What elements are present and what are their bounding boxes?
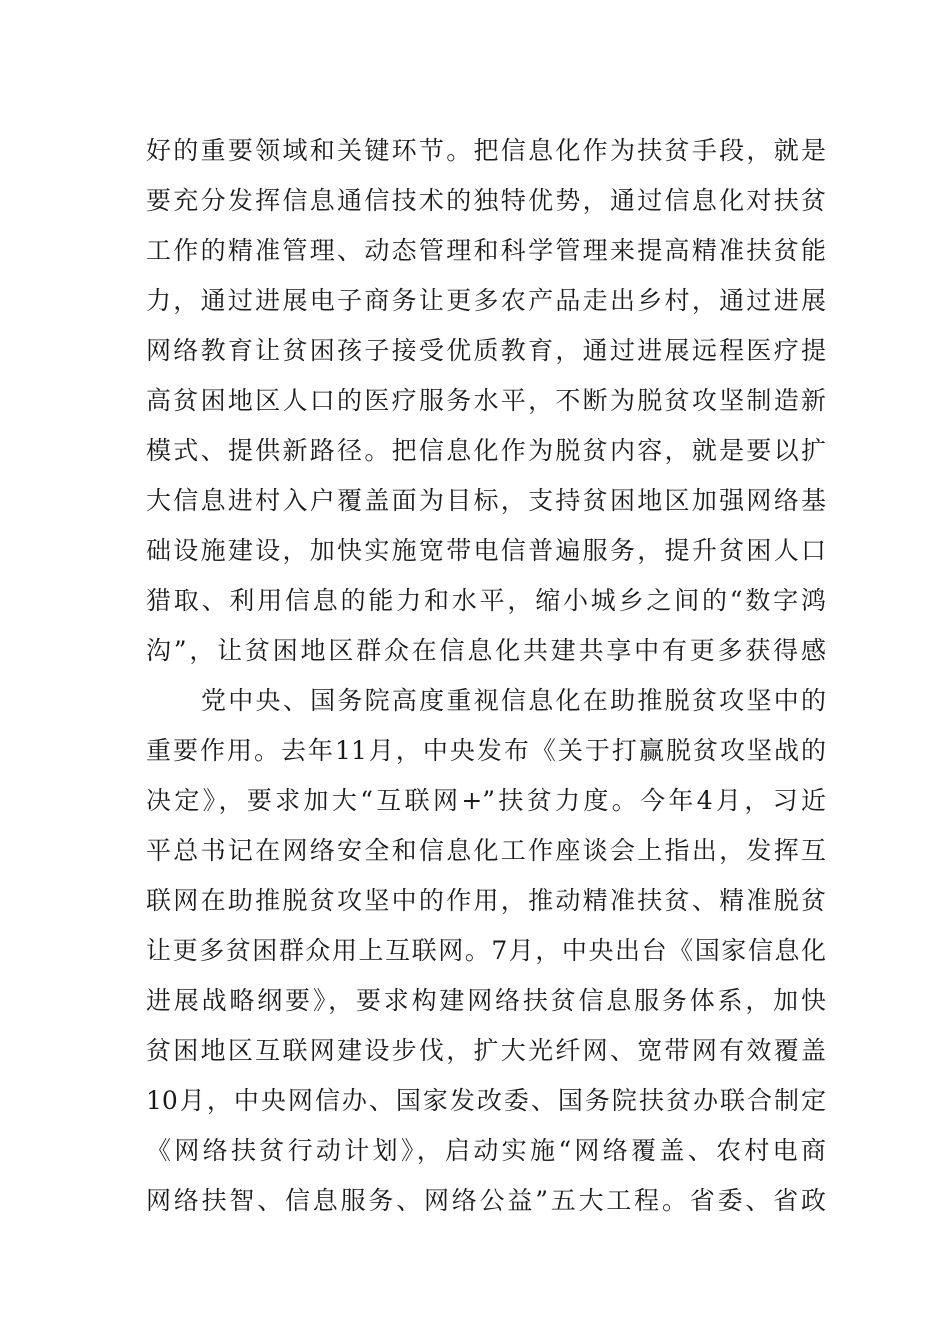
paragraph-line: 决定》，要求加大“互联网+”扶贫力度。今年4月，习近 bbox=[146, 786, 826, 815]
paragraph-line: 力，通过进展电子商务让更多农产品走出乡村，通过进展 bbox=[146, 286, 826, 315]
paragraph-line: 10月，中央网信办、国家发改委、国务院扶贫办联合制定 bbox=[146, 1086, 826, 1115]
paragraph-line: 网络教育让贫困孩子接受优质教育，通过进展远程医疗提 bbox=[146, 336, 826, 365]
paragraph-line: 大信息进村入户覆盖面为目标，支持贫困地区加强网络基 bbox=[146, 486, 826, 515]
paragraph-line: 让更多贫困群众用上互联网。7月，中央出台《国家信息化 bbox=[146, 936, 826, 965]
paragraph-line: 平总书记在网络安全和信息化工作座谈会上指出，发挥互 bbox=[146, 836, 826, 865]
paragraph-line: 要充分发挥信息通信技术的独特优势，通过信息化对扶贫 bbox=[146, 186, 826, 215]
paragraph-line: 沟”，让贫困地区群众在信息化共建共享中有更多获得感 bbox=[146, 636, 826, 665]
paragraph-1 bbox=[146, 126, 826, 676]
paragraph-line: 高贫困地区人口的医疗服务水平，不断为脱贫攻坚制造新 bbox=[146, 386, 826, 415]
paragraph-line: 进展战略纲要》，要求构建网络扶贫信息服务体系，加快 bbox=[146, 986, 826, 1015]
paragraph-line: 《网络扶贫行动计划》，启动实施“网络覆盖、农村电商 bbox=[146, 1136, 826, 1165]
paragraph-line: 础设施建设，加快实施宽带电信普遍服务，提升贫困人口 bbox=[146, 536, 826, 565]
paragraph-line: 模式、提供新路径。把信息化作为脱贫内容，就是要以扩 bbox=[146, 436, 826, 465]
paragraph-line: 党中央、国务院高度重视信息化在助推脱贫攻坚中的 bbox=[201, 686, 826, 715]
paragraph-2 bbox=[146, 676, 826, 1226]
paragraph-line: 好的重要领域和关键环节。把信息化作为扶贫手段，就是 bbox=[146, 136, 826, 165]
paragraph-line: 贫困地区互联网建设步伐，扩大光纤网、宽带网有效覆盖 bbox=[146, 1036, 826, 1065]
paragraph-line: 联网在助推脱贫攻坚中的作用，推动精准扶贫、精准脱贫 bbox=[146, 886, 826, 915]
paragraph-line: 猎取、利用信息的能力和水平，缩小城乡之间的“数字鸿 bbox=[146, 586, 826, 615]
paragraph-line: 工作的精准管理、动态管理和科学管理来提高精准扶贫能 bbox=[146, 236, 826, 265]
paragraph-line: 重要作用。去年11月，中央发布《关于打赢脱贫攻坚战的 bbox=[146, 736, 826, 765]
paragraph-line: 网络扶智、信息服务、网络公益”五大工程。省委、省政 bbox=[146, 1186, 826, 1215]
